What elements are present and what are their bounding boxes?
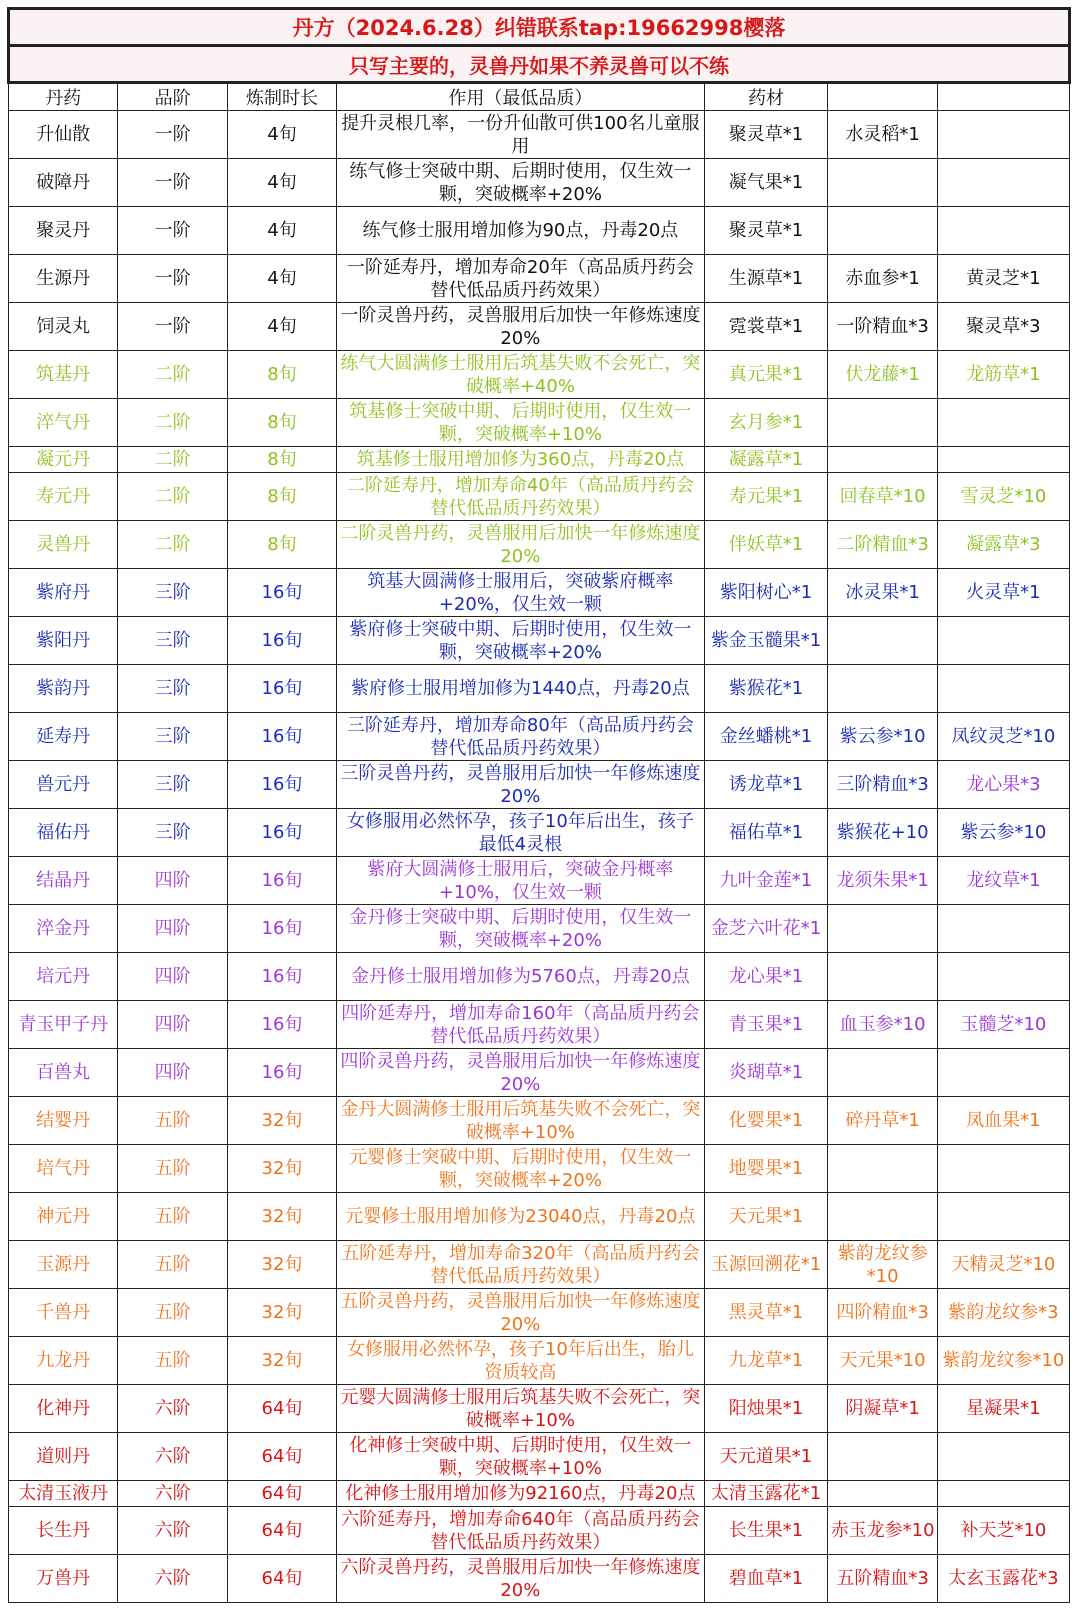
sheet-subtitle: 只写主要的，灵兽丹如果不养灵兽可以不练 (9, 46, 1070, 83)
brew-time: 16旬 (227, 617, 336, 665)
herb-1: 福佑草*1 (704, 809, 828, 857)
herb-1: 玄月参*1 (704, 399, 828, 447)
herb-2: 冰灵果*1 (828, 569, 937, 617)
herb-3: 星凝果*1 (937, 1385, 1069, 1433)
pill-name: 太清玉液丹 (9, 1481, 118, 1507)
pill-name: 饲灵丸 (9, 303, 118, 351)
herb-2: 龙须朱果*1 (828, 857, 937, 905)
pill-effect: 女修服用必然怀孕，孩子10年后出生，孩子最低4灵根 (337, 809, 704, 857)
herb-1: 诱龙草*1 (704, 761, 828, 809)
table-row (9, 569, 1070, 617)
herb-1: 化婴果*1 (704, 1097, 828, 1145)
herb-1: 炎瑚草*1 (704, 1049, 828, 1097)
pill-effect: 练气修士服用增加修为90点，丹毒20点 (337, 207, 704, 255)
pill-name: 紫阳丹 (9, 617, 118, 665)
pill-effect: 元婴修士突破中期、后期时使用，仅生效一颗，突破概率+20% (337, 1145, 704, 1193)
table-row (9, 1145, 1070, 1193)
herb-3 (937, 159, 1069, 207)
herb-1: 碧血草*1 (704, 1555, 828, 1603)
table-row (9, 1433, 1070, 1481)
pill-tier: 三阶 (118, 569, 227, 617)
brew-time: 32旬 (227, 1097, 336, 1145)
herb-1: 九龙草*1 (704, 1337, 828, 1385)
pill-name: 万兽丹 (9, 1555, 118, 1603)
pill-name: 化神丹 (9, 1385, 118, 1433)
brew-time: 4旬 (227, 111, 336, 159)
herb-2 (828, 447, 937, 473)
pill-tier: 六阶 (118, 1507, 227, 1555)
brew-time: 8旬 (227, 447, 336, 473)
herb-1: 凝露草*1 (704, 447, 828, 473)
brew-time: 32旬 (227, 1241, 336, 1289)
table-row (9, 857, 1070, 905)
herb-2 (828, 1433, 937, 1481)
herb-1: 紫猴花*1 (704, 665, 828, 713)
pill-name: 淬气丹 (9, 399, 118, 447)
pill-effect: 化神修士突破中期、后期时使用，仅生效一颗，突破概率+10% (337, 1433, 704, 1481)
herb-2: 血玉参*10 (828, 1001, 937, 1049)
herb-2: 四阶精血*3 (828, 1289, 937, 1337)
herb-1: 金丝蟠桃*1 (704, 713, 828, 761)
herb-1: 阳烛果*1 (704, 1385, 828, 1433)
brew-time: 4旬 (227, 255, 336, 303)
pill-effect: 筑基修士突破中期、后期时使用，仅生效一颗，突破概率+10% (337, 399, 704, 447)
herb-3: 紫云参*10 (937, 809, 1069, 857)
brew-time: 8旬 (227, 521, 336, 569)
table-row (9, 473, 1070, 521)
table-row (9, 617, 1070, 665)
brew-time: 16旬 (227, 713, 336, 761)
herb-2: 伏龙藤*1 (828, 351, 937, 399)
table-row (9, 713, 1070, 761)
pill-effect: 五阶延寿丹，增加寿命320年（高品质丹药会替代低品质丹药效果） (337, 1241, 704, 1289)
herb-3: 龙心果*3 (937, 761, 1069, 809)
brew-time: 8旬 (227, 473, 336, 521)
pill-effect: 金丹修士服用增加修为5760点，丹毒20点 (337, 953, 704, 1001)
herb-3: 玉髓芝*10 (937, 1001, 1069, 1049)
herb-2: 二阶精血*3 (828, 521, 937, 569)
herb-3 (937, 447, 1069, 473)
header-effect: 作用（最低品质） (337, 83, 704, 111)
pill-tier: 四阶 (118, 857, 227, 905)
pill-tier: 五阶 (118, 1337, 227, 1385)
pill-name: 结晶丹 (9, 857, 118, 905)
herb-3: 龙纹草*1 (937, 857, 1069, 905)
pill-effect: 五阶灵兽丹药，灵兽服用后加快一年修炼速度20% (337, 1289, 704, 1337)
brew-time: 16旬 (227, 905, 336, 953)
herb-3: 紫韵龙纹参*10 (937, 1337, 1069, 1385)
pill-effect: 一阶延寿丹，增加寿命20年（高品质丹药会替代低品质丹药效果） (337, 255, 704, 303)
herb-2: 天元果*10 (828, 1337, 937, 1385)
brew-time: 16旬 (227, 665, 336, 713)
herb-3 (937, 1481, 1069, 1507)
pill-name: 千兽丹 (9, 1289, 118, 1337)
pill-name: 玉源丹 (9, 1241, 118, 1289)
pill-name: 培气丹 (9, 1145, 118, 1193)
pill-effect: 一阶灵兽丹药，灵兽服用后加快一年修炼速度20% (337, 303, 704, 351)
pill-name: 聚灵丹 (9, 207, 118, 255)
pill-tier: 一阶 (118, 303, 227, 351)
pill-tier: 四阶 (118, 1049, 227, 1097)
sheet-title: 丹方（2024.6.28）纠错联系tap:19662998樱落 (9, 9, 1070, 46)
herb-3: 黄灵芝*1 (937, 255, 1069, 303)
brew-time: 16旬 (227, 1001, 336, 1049)
pill-tier: 六阶 (118, 1385, 227, 1433)
pill-name: 培元丹 (9, 953, 118, 1001)
table-row (9, 303, 1070, 351)
header-herbs: 药材 (704, 83, 828, 111)
pill-tier: 三阶 (118, 617, 227, 665)
pill-recipe-sheet (7, 7, 1071, 1603)
pill-effect: 紫府大圆满修士服用后，突破金丹概率+10%，仅生效一颗 (337, 857, 704, 905)
table-row (9, 1097, 1070, 1145)
brew-time: 16旬 (227, 809, 336, 857)
brew-time: 64旬 (227, 1555, 336, 1603)
brew-time: 64旬 (227, 1385, 336, 1433)
table-row (9, 1385, 1070, 1433)
herb-3 (937, 111, 1069, 159)
herb-3: 雪灵芝*10 (937, 473, 1069, 521)
herb-2 (828, 207, 937, 255)
herb-2 (828, 953, 937, 1001)
herb-3 (937, 1433, 1069, 1481)
herb-3 (937, 1145, 1069, 1193)
brew-time: 32旬 (227, 1337, 336, 1385)
table-row (9, 1507, 1070, 1555)
pill-tier: 五阶 (118, 1289, 227, 1337)
pill-name: 百兽丸 (9, 1049, 118, 1097)
pill-effect: 女修服用必然怀孕，孩子10年后出生，胎儿资质较高 (337, 1337, 704, 1385)
pill-effect: 六阶灵兽丹药，灵兽服用后加快一年修炼速度20% (337, 1555, 704, 1603)
pill-name: 长生丹 (9, 1507, 118, 1555)
herb-2 (828, 399, 937, 447)
table-row (9, 953, 1070, 1001)
pill-name: 兽元丹 (9, 761, 118, 809)
pill-name: 结婴丹 (9, 1097, 118, 1145)
table-row (9, 447, 1070, 473)
herb-2 (828, 617, 937, 665)
pill-tier: 一阶 (118, 111, 227, 159)
pill-tier: 五阶 (118, 1145, 227, 1193)
herb-2 (828, 1145, 937, 1193)
brew-time: 4旬 (227, 303, 336, 351)
pill-name: 紫韵丹 (9, 665, 118, 713)
header-tier: 品阶 (118, 83, 227, 111)
table-row (9, 351, 1070, 399)
herb-2: 一阶精血*3 (828, 303, 937, 351)
pill-tier: 五阶 (118, 1241, 227, 1289)
pill-name: 凝元丹 (9, 447, 118, 473)
herb-1: 金芝六叶花*1 (704, 905, 828, 953)
pill-effect: 金丹大圆满修士服用后筑基失败不会死亡，突破概率+10% (337, 1097, 704, 1145)
table-row (9, 1001, 1070, 1049)
herb-3: 龙筋草*1 (937, 351, 1069, 399)
pill-name: 破障丹 (9, 159, 118, 207)
brew-time: 4旬 (227, 159, 336, 207)
brew-time: 16旬 (227, 761, 336, 809)
herb-3 (937, 207, 1069, 255)
herb-1: 凝气果*1 (704, 159, 828, 207)
herb-1: 长生果*1 (704, 1507, 828, 1555)
brew-time: 32旬 (227, 1289, 336, 1337)
pill-tier: 一阶 (118, 159, 227, 207)
herb-3: 火灵草*1 (937, 569, 1069, 617)
herb-2: 阴凝草*1 (828, 1385, 937, 1433)
pill-name: 九龙丹 (9, 1337, 118, 1385)
table-row (9, 207, 1070, 255)
herb-1: 聚灵草*1 (704, 207, 828, 255)
pill-tier: 四阶 (118, 1001, 227, 1049)
herb-1: 紫阳树心*1 (704, 569, 828, 617)
herb-1: 紫金玉髓果*1 (704, 617, 828, 665)
pill-tier: 五阶 (118, 1193, 227, 1241)
herb-1: 太清玉露花*1 (704, 1481, 828, 1507)
herb-2: 五阶精血*3 (828, 1555, 937, 1603)
herb-2: 紫猴花+10 (828, 809, 937, 857)
herb-1: 霓裳草*1 (704, 303, 828, 351)
header-time: 炼制时长 (227, 83, 336, 111)
table-row (9, 1481, 1070, 1507)
herb-2 (828, 905, 937, 953)
herb-3: 天精灵芝*10 (937, 1241, 1069, 1289)
herb-2 (828, 1049, 937, 1097)
herb-1: 聚灵草*1 (704, 111, 828, 159)
pill-name: 生源丹 (9, 255, 118, 303)
table-row (9, 159, 1070, 207)
pill-effect: 练气大圆满修士服用后筑基失败不会死亡，突破概率+40% (337, 351, 704, 399)
table-row (9, 905, 1070, 953)
herb-3: 凤血果*1 (937, 1097, 1069, 1145)
pill-tier: 二阶 (118, 447, 227, 473)
pill-effect: 四阶延寿丹，增加寿命160年（高品质丹药会替代低品质丹药效果） (337, 1001, 704, 1049)
table-row (9, 809, 1070, 857)
table-row (9, 1289, 1070, 1337)
table-row (9, 1193, 1070, 1241)
pill-tier: 二阶 (118, 399, 227, 447)
herb-3: 补天芝*10 (937, 1507, 1069, 1555)
herb-3: 凤纹灵芝*10 (937, 713, 1069, 761)
herb-1: 伴妖草*1 (704, 521, 828, 569)
header-herbs-3 (937, 83, 1069, 111)
brew-time: 8旬 (227, 399, 336, 447)
pill-tier: 三阶 (118, 665, 227, 713)
herb-2 (828, 1481, 937, 1507)
herb-3 (937, 617, 1069, 665)
pill-tier: 二阶 (118, 351, 227, 399)
pill-effect: 元婴大圆满修士服用后筑基失败不会死亡，突破概率+10% (337, 1385, 704, 1433)
herb-1: 龙心果*1 (704, 953, 828, 1001)
herb-3: 凝露草*3 (937, 521, 1069, 569)
pill-effect: 元婴修士服用增加修为23040点，丹毒20点 (337, 1193, 704, 1241)
herb-2: 三阶精血*3 (828, 761, 937, 809)
pill-effect: 三阶灵兽丹药，灵兽服用后加快一年修炼速度20% (337, 761, 704, 809)
herb-2 (828, 1193, 937, 1241)
pill-tier: 一阶 (118, 207, 227, 255)
herb-2: 赤血参*1 (828, 255, 937, 303)
table-row (9, 521, 1070, 569)
pill-tier: 一阶 (118, 255, 227, 303)
pill-tier: 四阶 (118, 905, 227, 953)
table-row (9, 255, 1070, 303)
pill-name: 寿元丹 (9, 473, 118, 521)
brew-time: 16旬 (227, 953, 336, 1001)
herb-1: 地婴果*1 (704, 1145, 828, 1193)
table-row (9, 1049, 1070, 1097)
brew-time: 16旬 (227, 1049, 336, 1097)
brew-time: 8旬 (227, 351, 336, 399)
herb-2: 紫云参*10 (828, 713, 937, 761)
brew-time: 16旬 (227, 857, 336, 905)
herb-3 (937, 1193, 1069, 1241)
pill-tier: 六阶 (118, 1481, 227, 1507)
herb-2 (828, 159, 937, 207)
table-row (9, 665, 1070, 713)
pill-name: 筑基丹 (9, 351, 118, 399)
pill-name: 道则丹 (9, 1433, 118, 1481)
pill-name: 灵兽丹 (9, 521, 118, 569)
herb-1: 九叶金莲*1 (704, 857, 828, 905)
table-row (9, 111, 1070, 159)
pill-name: 淬金丹 (9, 905, 118, 953)
brew-time: 4旬 (227, 207, 336, 255)
pill-effect: 化神修士服用增加修为92160点，丹毒20点 (337, 1481, 704, 1507)
pill-tier: 六阶 (118, 1555, 227, 1603)
herb-3 (937, 1049, 1069, 1097)
pill-tier: 四阶 (118, 953, 227, 1001)
herb-1: 黑灵草*1 (704, 1289, 828, 1337)
pill-tier: 三阶 (118, 713, 227, 761)
pill-name: 神元丹 (9, 1193, 118, 1241)
pill-effect: 二阶延寿丹，增加寿命40年（高品质丹药会替代低品质丹药效果） (337, 473, 704, 521)
herb-1: 寿元果*1 (704, 473, 828, 521)
pill-name: 福佑丹 (9, 809, 118, 857)
pill-tier: 五阶 (118, 1097, 227, 1145)
header-pill: 丹药 (9, 83, 118, 111)
brew-time: 64旬 (227, 1507, 336, 1555)
herb-2: 碎丹草*1 (828, 1097, 937, 1145)
pill-effect: 紫府修士突破中期、后期时使用，仅生效一颗，突破概率+20% (337, 617, 704, 665)
pill-effect: 四阶灵兽丹药，灵兽服用后加快一年修炼速度20% (337, 1049, 704, 1097)
pill-effect: 筑基修士服用增加修为360点，丹毒20点 (337, 447, 704, 473)
recipe-rows (9, 111, 1070, 1603)
herb-3: 紫韵龙纹参*3 (937, 1289, 1069, 1337)
herb-1: 玉源回溯花*1 (704, 1241, 828, 1289)
herb-1: 天元果*1 (704, 1193, 828, 1241)
pill-name: 青玉甲子丹 (9, 1001, 118, 1049)
brew-time: 64旬 (227, 1481, 336, 1507)
brew-time: 32旬 (227, 1193, 336, 1241)
table-row (9, 1241, 1070, 1289)
herb-3 (937, 953, 1069, 1001)
herb-1: 真元果*1 (704, 351, 828, 399)
pill-name: 紫府丹 (9, 569, 118, 617)
pill-effect: 提升灵根几率，一份升仙散可供100名儿童服用 (337, 111, 704, 159)
brew-time: 16旬 (227, 569, 336, 617)
herb-2 (828, 665, 937, 713)
header-row (9, 83, 1070, 111)
herb-3 (937, 399, 1069, 447)
table-row (9, 761, 1070, 809)
pill-tier: 六阶 (118, 1433, 227, 1481)
pill-tier: 二阶 (118, 521, 227, 569)
brew-time: 32旬 (227, 1145, 336, 1193)
pill-name: 延寿丹 (9, 713, 118, 761)
herb-3 (937, 665, 1069, 713)
pill-name: 升仙散 (9, 111, 118, 159)
herb-1: 天元道果*1 (704, 1433, 828, 1481)
table-row (9, 1337, 1070, 1385)
herb-1: 青玉果*1 (704, 1001, 828, 1049)
pill-tier: 三阶 (118, 809, 227, 857)
herb-2: 水灵稻*1 (828, 111, 937, 159)
herb-3: 太玄玉露花*3 (937, 1555, 1069, 1603)
herb-2: 紫韵龙纹参*10 (828, 1241, 937, 1289)
table-row (9, 1555, 1070, 1603)
herb-2: 回春草*10 (828, 473, 937, 521)
pill-effect: 金丹修士突破中期、后期时使用，仅生效一颗，突破概率+20% (337, 905, 704, 953)
header-herbs-2 (828, 83, 937, 111)
table-row (9, 399, 1070, 447)
herb-2: 赤玉龙参*10 (828, 1507, 937, 1555)
pill-effect: 练气修士突破中期、后期时使用，仅生效一颗，突破概率+20% (337, 159, 704, 207)
herb-1: 生源草*1 (704, 255, 828, 303)
pill-tier: 三阶 (118, 761, 227, 809)
pill-effect: 二阶灵兽丹药，灵兽服用后加快一年修炼速度20% (337, 521, 704, 569)
brew-time: 64旬 (227, 1433, 336, 1481)
recipe-table (7, 7, 1071, 1603)
pill-tier: 二阶 (118, 473, 227, 521)
herb-3: 聚灵草*3 (937, 303, 1069, 351)
herb-3 (937, 905, 1069, 953)
pill-effect: 筑基大圆满修士服用后，突破紫府概率+20%，仅生效一颗 (337, 569, 704, 617)
pill-effect: 紫府修士服用增加修为1440点，丹毒20点 (337, 665, 704, 713)
pill-effect: 六阶延寿丹，增加寿命640年（高品质丹药会替代低品质丹药效果） (337, 1507, 704, 1555)
pill-effect: 三阶延寿丹，增加寿命80年（高品质丹药会替代低品质丹药效果） (337, 713, 704, 761)
